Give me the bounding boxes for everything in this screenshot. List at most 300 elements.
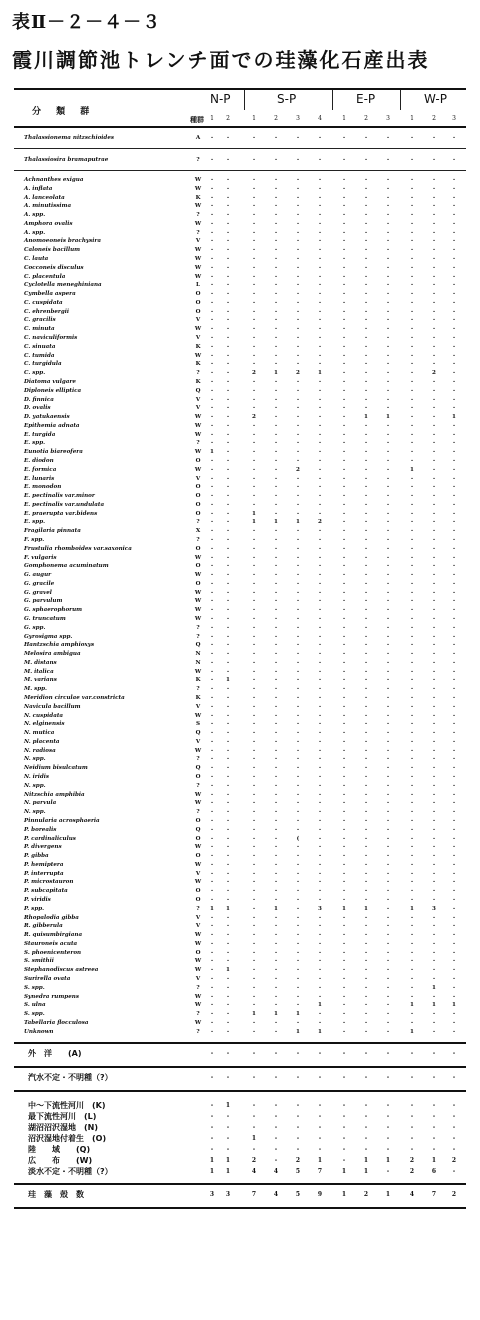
taxon-type: X [195,528,201,535]
count-cell: - [386,677,390,684]
taxon-row [14,624,466,632]
taxon-row [14,194,466,202]
count-cell: - [452,967,456,974]
count-cell: - [432,1028,436,1035]
count-cell: - [432,405,436,412]
count-cell: - [364,1011,368,1018]
count-cell: - [210,896,214,903]
count-cell: - [318,396,322,403]
count-cell: ( [296,835,300,842]
count-cell: - [410,1146,414,1154]
count-cell: - [364,580,368,587]
count-cell: - [342,703,346,710]
count-cell: - [252,738,256,745]
count-cell: - [342,589,346,596]
sub-column-label: 1 [410,115,414,122]
count-cell: - [210,361,214,368]
count-cell: - [386,1028,390,1035]
count-cell: - [432,308,436,315]
taxon-name: E. pectinalis var.minor [24,493,95,500]
count-cell: - [296,1113,300,1121]
count-cell: 1 [226,967,230,974]
count-cell: - [452,940,456,947]
taxon-name: Cyclotella meneghiniana [24,282,102,289]
count-cell: - [296,774,300,781]
count-cell: - [364,958,368,965]
count-cell: - [296,135,300,141]
count-cell: - [452,264,456,271]
count-cell: 1 [318,1028,322,1035]
count-cell: - [342,607,346,614]
count-cell: - [386,870,390,877]
count-cell: - [210,431,214,438]
taxon-row [14,703,466,711]
count-cell: - [274,730,278,737]
count-cell: - [252,853,256,860]
count-cell: - [226,185,230,192]
count-cell: - [318,668,322,675]
count-cell: - [432,247,436,254]
taxon-row [14,940,466,948]
count-cell: - [318,844,322,851]
count-cell: - [296,220,300,227]
taxon-type: V [195,975,201,982]
taxon-type: V [195,405,201,412]
taxon-row [14,615,466,623]
count-cell: - [318,712,322,719]
count-cell: - [342,949,346,956]
count-cell: - [386,177,390,183]
count-cell: - [432,264,436,271]
count-cell: - [296,782,300,789]
taxon-type: ? [196,633,200,640]
count-cell: - [432,774,436,781]
taxon-type: W [194,844,202,851]
taxon-type: W [194,466,202,473]
count-cell: - [252,580,256,587]
count-cell: - [274,782,278,789]
count-cell: - [318,967,322,974]
taxon-type: Q [195,730,201,737]
count-cell: - [318,1019,322,1026]
count-cell: - [274,185,278,192]
taxon-name: G. sphaerophorum [24,607,83,614]
count-cell: - [274,264,278,271]
count-cell: - [386,1011,390,1018]
taxon-type: W [194,800,202,807]
count-cell: - [452,528,456,535]
count-cell: - [226,826,230,833]
count-cell: - [386,396,390,403]
count-cell: - [252,203,256,210]
count-cell: - [452,642,456,649]
count-cell: - [226,712,230,719]
count-cell: - [226,528,230,535]
count-cell: - [364,440,368,447]
count-cell: - [274,686,278,693]
count-cell: - [274,826,278,833]
count-cell: 6 [431,1168,437,1176]
taxon-type: W [194,1002,202,1009]
count-cell: 2 [409,1157,415,1165]
count-cell: - [386,352,390,359]
count-cell: - [210,422,214,429]
count-cell: - [210,616,214,622]
count-cell: - [364,545,368,552]
count-cell: - [342,264,346,271]
count-cell: - [252,686,256,693]
count-cell: - [226,572,230,579]
count-cell: - [274,853,278,860]
count-cell: - [252,572,256,579]
taxon-type: W [194,668,202,675]
taxon-type: W [194,791,202,798]
taxon-row [14,966,466,974]
count-cell: - [210,809,214,816]
count-cell: 3 [318,905,322,912]
count-cell: - [364,765,368,772]
count-cell: - [342,791,346,798]
rule-line [14,170,466,171]
count-cell: - [252,493,256,500]
count-cell: - [318,861,322,868]
count-cell: - [226,1074,230,1082]
count-cell: - [364,194,368,201]
count-cell: - [364,335,368,342]
count-cell: - [452,554,456,561]
count-cell: - [386,1168,390,1176]
count-cell: - [364,370,368,377]
taxon-type: ? [196,756,200,763]
count-cell: - [452,317,456,324]
count-cell: - [342,563,346,570]
count-cell: - [342,1135,346,1143]
count-cell: - [296,879,300,886]
count-cell: - [252,1002,256,1009]
count-cell: - [210,493,214,500]
sub-column-label: 3 [296,115,300,122]
count-cell: - [386,361,390,368]
count-cell: - [296,1102,300,1110]
taxon-row [14,378,466,386]
count-cell: - [386,1002,390,1009]
count-cell: 1 [431,1157,437,1165]
taxon-type: W [194,414,202,421]
count-cell: - [410,712,414,719]
count-cell: - [432,616,436,622]
count-cell: - [226,642,230,649]
count-cell: - [410,633,414,640]
taxon-type: W [194,932,202,939]
taxon-name: D. yatukaensis [24,414,70,421]
count-cell: - [274,712,278,719]
count-cell: - [274,352,278,359]
count-cell: - [274,501,278,508]
count-cell: - [386,326,390,333]
count-cell: - [274,1074,278,1082]
count-cell: 1 [210,905,214,912]
count-cell: - [226,958,230,965]
taxon-type: O [195,501,201,508]
count-cell: - [274,835,278,842]
count-cell: - [452,835,456,842]
count-cell: - [432,817,436,824]
count-cell: - [296,1146,300,1154]
count-cell: - [210,545,214,552]
count-cell: - [274,589,278,596]
taxon-name: S. spp. [24,1011,45,1018]
count-cell: 3 [432,905,436,912]
taxon-row [14,536,466,544]
count-cell: - [318,440,322,447]
count-cell: - [386,888,390,895]
count-cell: - [296,914,300,921]
count-cell: - [296,826,300,833]
count-cell: - [296,203,300,210]
count-cell: - [386,1102,390,1110]
count-cell: - [252,607,256,614]
count-cell: - [296,422,300,429]
count-cell: - [432,888,436,895]
count-cell: - [318,1113,322,1121]
count-cell: - [342,659,346,666]
count-cell: 1 [341,1168,347,1176]
taxon-row [14,422,466,430]
count-cell: - [226,264,230,271]
count-cell: - [432,826,436,833]
taxon-type: O [195,457,201,464]
count-cell: - [452,493,456,500]
count-cell: 2 [451,1157,457,1165]
count-cell: - [210,967,214,974]
count-cell: - [296,940,300,947]
taxon-type: O [195,308,201,315]
count-cell: - [452,888,456,895]
count-cell: - [410,308,414,315]
count-cell: - [210,861,214,868]
rule-line [14,1183,466,1185]
count-cell: - [432,273,436,280]
count-cell: - [364,1028,368,1035]
count-cell: - [386,220,390,227]
sub-column-label: 3 [452,115,456,122]
count-cell: - [364,431,368,438]
count-cell: - [210,668,214,675]
count-cell: - [226,545,230,552]
count-cell: 1 [452,1002,456,1009]
count-cell: - [364,528,368,535]
count-cell: - [252,984,256,991]
count-cell: - [342,484,346,491]
taxon-row [14,501,466,509]
count-cell: - [452,396,456,403]
taxon-name: Achnanthes exigua [24,177,84,183]
taxon-type: ? [196,905,200,912]
count-cell: - [386,554,390,561]
count-cell: - [452,747,456,754]
count-cell: - [210,299,214,306]
taxon-name: E. diodon [24,457,54,464]
count-cell: - [252,668,256,675]
count-cell: - [386,1124,390,1132]
taxon-name: M. spp. [24,686,48,693]
count-cell: - [364,572,368,579]
count-cell: - [226,861,230,868]
count-cell: - [226,536,230,543]
count-cell: - [410,616,414,622]
taxon-row [14,589,466,597]
count-cell: - [252,273,256,280]
count-cell: - [210,519,214,526]
taxon-row [14,369,466,377]
count-cell: - [274,1113,278,1121]
count-cell: - [452,352,456,359]
count-cell: - [432,607,436,614]
count-cell: - [226,317,230,324]
count-cell: - [410,317,414,324]
count-cell: - [386,800,390,807]
taxon-row [14,1019,466,1027]
taxon-name: E. spp. [24,519,46,526]
count-cell: - [386,879,390,886]
taxon-name: P. hemiptera [24,861,64,868]
count-cell: - [318,157,322,163]
count-cell: - [296,677,300,684]
taxon-type: O [195,888,201,895]
count-cell: 2 [409,1168,415,1176]
count-cell: - [386,826,390,833]
count-cell: 1 [410,1028,414,1035]
count-cell: - [342,835,346,842]
count-cell: - [452,378,456,385]
count-cell: - [410,756,414,763]
count-cell: - [452,1135,456,1143]
count-cell: - [252,835,256,842]
count-cell: - [452,1124,456,1132]
count-cell: - [386,1019,390,1026]
count-cell: - [210,624,214,631]
count-cell: - [386,598,390,605]
count-cell: - [342,229,346,236]
count-cell: - [210,817,214,824]
taxon-type: ? [196,519,200,526]
taxon-row [14,922,466,930]
count-cell: - [410,765,414,772]
summary-label: 淡水不定・不明種（?） [28,1167,113,1177]
count-cell: - [210,677,214,684]
count-cell: - [386,686,390,693]
count-cell: - [210,879,214,886]
count-cell: - [432,378,436,385]
count-cell: - [342,572,346,579]
sub-column-label: 3 [386,115,390,122]
count-cell: - [432,993,436,1000]
count-cell: - [274,282,278,289]
count-cell: - [296,695,300,702]
taxon-row [14,975,466,983]
count-cell: - [342,967,346,974]
count-cell: - [296,157,300,163]
count-cell: - [432,493,436,500]
count-cell: 1 [251,1135,257,1143]
count-cell: - [318,879,322,886]
count-cell: - [296,361,300,368]
count-cell: - [452,686,456,693]
count-cell: - [210,633,214,640]
taxon-name: A. spp. [24,229,46,236]
taxon-type: V [195,317,201,324]
count-cell: - [452,914,456,921]
count-cell: - [274,317,278,324]
column-divider [400,90,401,110]
count-cell: 5 [295,1168,301,1176]
count-cell: - [226,1019,230,1026]
taxon-type: L [196,282,200,289]
taxon-name: C. naviculiformis [24,335,78,342]
column-divider [244,90,245,110]
count-cell: - [210,791,214,798]
taxon-type: O [195,510,201,517]
count-cell: - [432,299,436,306]
count-cell: - [296,563,300,570]
count-cell: - [342,896,346,903]
count-cell: - [296,738,300,745]
count-cell: - [452,800,456,807]
count-cell: - [296,536,300,543]
taxon-name: Cymbella aspera [24,291,76,298]
taxon-row [14,457,466,465]
taxon-name: C. sinuata [24,343,56,350]
count-cell: 1 [252,519,256,526]
taxon-row [14,747,466,755]
count-cell: - [296,905,300,912]
count-cell: 1 [410,1002,414,1009]
count-cell: - [364,888,368,895]
count-cell: - [226,135,230,141]
count-cell: - [226,212,230,219]
count-cell: - [210,975,214,982]
taxon-row [14,134,466,142]
count-cell: - [210,607,214,614]
count-cell: - [296,580,300,587]
count-cell: - [452,932,456,939]
count-cell: - [210,212,214,219]
taxon-name: P. cardinaliculus [24,835,76,842]
count-cell: - [210,203,214,210]
count-cell: - [386,835,390,842]
count-cell: - [274,194,278,201]
count-cell: - [432,177,436,183]
count-cell: - [364,1002,368,1009]
count-cell: - [226,791,230,798]
count-cell: - [274,633,278,640]
count-cell: - [318,545,322,552]
count-cell: - [318,677,322,684]
count-cell: - [364,695,368,702]
taxon-type: Q [195,765,201,772]
count-cell: - [252,431,256,438]
count-cell: - [410,501,414,508]
taxon-type: O [195,580,201,587]
taxon-type: S [195,721,201,728]
taxon-name: Nitzschia amphibia [24,791,85,798]
count-cell: - [342,712,346,719]
count-cell: - [342,135,346,141]
taxon-type: W [194,572,202,579]
count-cell: - [452,220,456,227]
count-cell: - [296,299,300,306]
count-cell: - [432,212,436,219]
